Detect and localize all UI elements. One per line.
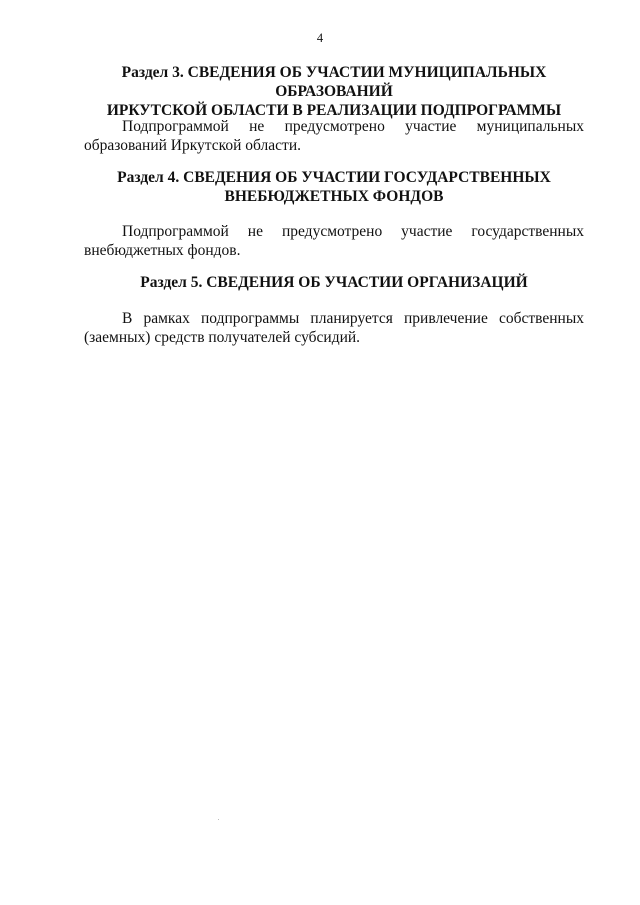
- section-3: [84, 63, 584, 120]
- section-3-body: [84, 117, 584, 155]
- section-5-body: [84, 309, 584, 347]
- section-3-heading-line-1: Раздел 3. СВЕДЕНИЯ ОБ УЧАСТИИ МУНИЦИПАЛЬНЫХ ОБРАЗОВАНИЙ: [121, 64, 547, 100]
- section-5-heading-line-1: Раздел 5. СВЕДЕНИЯ ОБ УЧАСТИИ ОРГАНИЗАЦИЙ: [140, 274, 528, 291]
- section-5-paragraph-line-1: В рамках подпрограммы планируется привлечение собственных: [122, 310, 584, 327]
- section-4-heading: [84, 168, 584, 206]
- section-4-paragraph-line-1: Подпрограммой не предусмотрено участие государственных: [122, 223, 584, 240]
- section-3-paragraph-line-1: Подпрограммой не предусмотрено участие муниципальных: [122, 118, 584, 135]
- section-5-paragraph-line-2: (заемных) средств получателей субсидий.: [84, 329, 361, 346]
- section-3-paragraph: [84, 117, 584, 155]
- page-number: 4: [316, 31, 324, 45]
- section-5-paragraph: [84, 309, 584, 347]
- section-4-paragraph-line-2: внебюджетных фондов.: [84, 242, 241, 259]
- section-3-heading-line-2: ИРКУТСКОЙ ОБЛАСТИ В РЕАЛИЗАЦИИ ПОДПРОГРАММЫ: [106, 102, 562, 119]
- section-4-heading-line-1: Раздел 4. СВЕДЕНИЯ ОБ УЧАСТИИ ГОСУДАРСТВЕННЫХ: [117, 169, 551, 186]
- section-4-body: [84, 222, 584, 260]
- section-4-heading-line-2: ВНЕБЮДЖЕТНЫХ ФОНДОВ: [224, 188, 444, 205]
- section-4-paragraph: [84, 222, 584, 260]
- section-3-paragraph-line-2: образований Иркутской области.: [84, 137, 301, 154]
- section-4: [84, 168, 584, 206]
- section-5: [84, 273, 584, 292]
- section-5-heading: [84, 273, 584, 292]
- section-3-heading: [84, 63, 584, 120]
- scan-speck: [218, 819, 219, 820]
